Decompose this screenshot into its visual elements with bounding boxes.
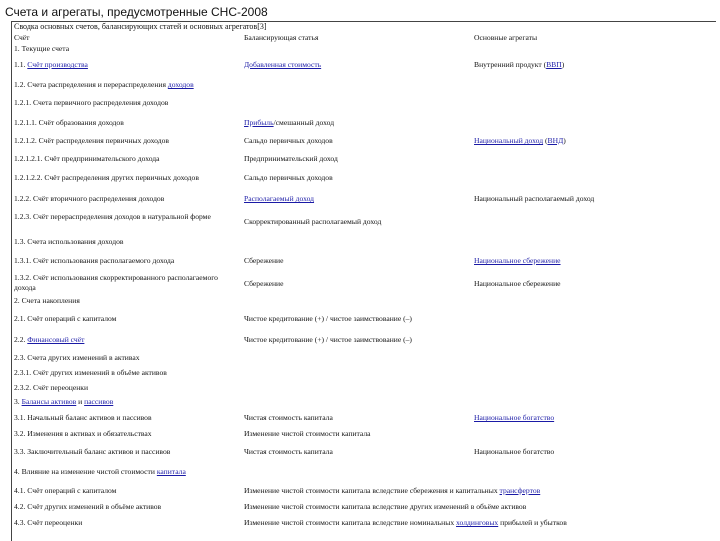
account-label: 3.3. Заключительный баланс активов и пассивов [14,447,171,456]
account-label: 1.2.1.2.1. Счёт предпринимательского дохода [14,154,160,163]
balance-text: Предпринимательский доход [244,154,338,163]
aggregate-link[interactable]: Национальное богатство [474,413,555,422]
balance-link[interactable]: Прибыль [244,118,274,127]
aggregate-link[interactable]: Национальное сбережение [474,256,561,265]
table-row [14,98,714,108]
aggregate-text: ) [561,60,565,69]
aggregate-text: Национальное богатство [474,447,555,456]
balance-text: прибылей и убытков [498,518,567,527]
balance-text: Сальдо первичных доходов [244,173,333,182]
table-row [14,296,714,306]
table-row [14,80,714,90]
account-label: 1.2.1.2.2. Счёт распределения других первичных доходов [14,173,199,182]
header-account: Счёт [14,33,30,42]
account-link[interactable]: Финансовый счёт [27,335,85,344]
balance-text: Изменение чистой стоимости капитала [244,429,371,438]
account-link[interactable]: Счёт производства [27,60,88,69]
account-label: 2.2. [14,335,28,344]
aggregate-link[interactable]: ВВП [546,60,562,69]
balance-text: Чистое кредитование (+) / чистое заимствование (–) [244,314,412,323]
aggregate-text: ( [543,136,548,145]
balance-text: /смешанный доход [273,118,335,127]
account-label: 1.3. Счета использования доходов [14,237,124,246]
balance-text: Чистая стоимость капитала [244,447,333,456]
account-label: 4.3. Счёт переоценки [14,518,83,527]
balance-text: Изменение чистой стоимости капитала вследствие номинальных [244,518,457,527]
account-link[interactable]: доходов [167,80,194,89]
table-row [14,237,714,247]
aggregate-link[interactable]: ВНД [547,136,564,145]
account-label: 2.3.2. Счёт переоценки [14,383,89,392]
aggregate-text: Внутренний продукт ( [474,60,547,69]
balance-text: Сбережение [244,279,284,288]
account-label: 1.3.2. Счёт использования скорректированного располагаемого дохода [14,273,218,292]
account-label: 1.2.1. Счета первичного распределения доходов [14,98,169,107]
balance-link[interactable]: Добавленная стоимость [244,60,322,69]
account-link[interactable]: пассивов [84,397,114,406]
account-label: 3. [14,397,22,406]
table-caption: Сводка основных счетов, балансирующих статей и основных агрегатов[3] [14,22,267,31]
account-label: 1. Текущие счета [14,44,70,53]
table-row [14,368,714,378]
balance-link[interactable]: холдинговых [456,518,499,527]
aggregate-link[interactable]: Национальный доход [474,136,544,145]
balance-text: Изменение чистой стоимости капитала вследствие других изменений в объёме активов [244,502,527,511]
account-label: 1.2. Счета распределения и перераспределения [14,80,168,89]
balance-link[interactable]: Располагаемый доход [244,194,315,203]
account-label: 2.1. Счёт операций с капиталом [14,314,117,323]
table-row [14,44,714,54]
table-row [14,467,714,477]
account-label: 3.1. Начальный баланс активов и пассивов [14,413,152,422]
header-balancing-item: Балансирующая статья [244,33,319,42]
account-label: 4.1. Счёт операций с капиталом [14,486,117,495]
table-row [14,397,714,407]
account-label: 2. Счета накопления [14,296,80,305]
account-label: 1.2.3. Счёт перераспределения доходов в натуральной форме [14,212,211,221]
account-label: 4.2. Счёт других изменений в объёме активов [14,502,162,511]
page-title: Счета и агрегаты, предусмотренные СНС-2008 [5,5,268,19]
balance-text: Скорректированный располагаемый доход [244,217,382,226]
account-label: 2.3. Счета других изменений в активах [14,353,140,362]
balance-text: Сбережение [244,256,284,265]
aggregate-text: Национальное сбережение [474,279,561,288]
table-row [14,383,714,393]
account-label: 1.3.1. Счёт использования располагаемого дохода [14,256,175,265]
aggregate-text: Национальный располагаемый доход [474,194,595,203]
account-label: 1.2.1.1. Счёт образования доходов [14,118,124,127]
balance-text: Чистое кредитование (+) / чистое заимствование (–) [244,335,412,344]
table-row [14,353,714,363]
balance-text: Сальдо первичных доходов [244,136,333,145]
account-label: 1.2.2. Счёт вторичного распределения доходов [14,194,165,203]
account-label: 4. Влияние на изменение чистой стоимости [14,467,157,476]
account-label: 2.3.1. Счёт других изменений в объёме активов [14,368,167,377]
account-label: 3.2. Изменения в активах и обязательствах [14,429,152,438]
balance-text: Чистая стоимость капитала [244,413,333,422]
aggregate-text: ) [563,136,566,145]
account-link[interactable]: Балансы активов [21,397,77,406]
account-link[interactable]: капитала [156,467,186,476]
account-label: 1.1. [14,60,28,69]
account-label: 1.2.1.2. Счёт распределения первичных доходов [14,136,169,145]
balance-link[interactable]: трансфертов [499,486,541,495]
balance-text: Изменение чистой стоимости капитала вследствие сбережения и капитальных [244,486,500,495]
account-label: и [76,397,85,406]
header-main-aggregates: Основные агрегаты [474,33,538,42]
